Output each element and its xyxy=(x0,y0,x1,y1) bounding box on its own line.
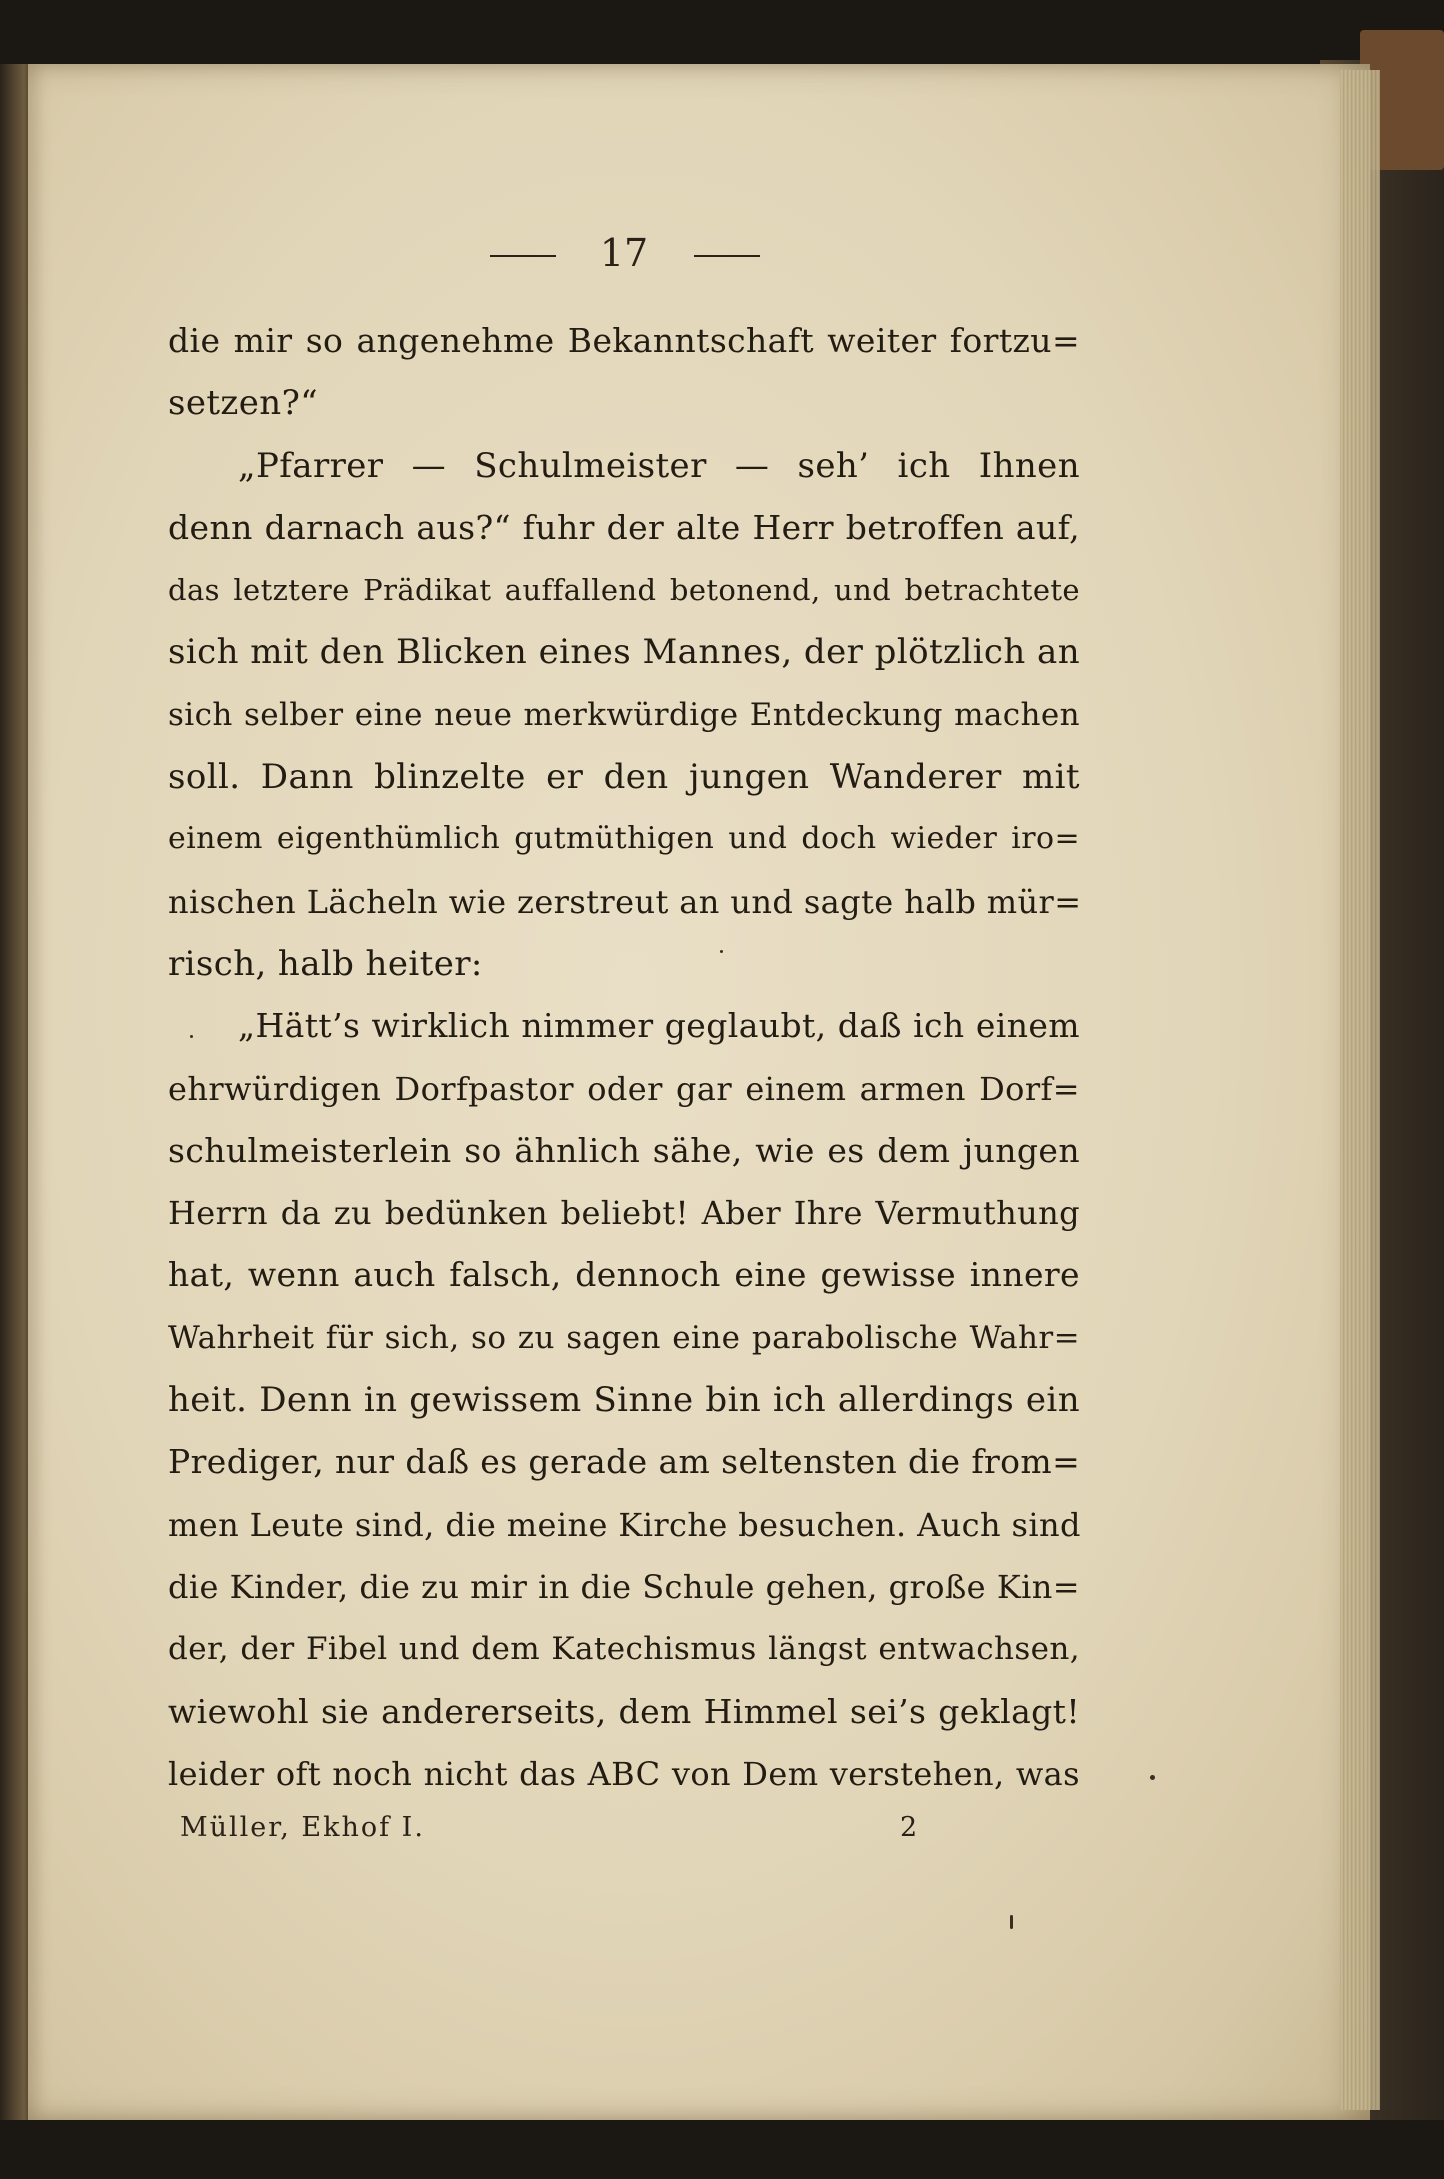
header-dash-left xyxy=(490,255,556,257)
paper-speck xyxy=(1150,1775,1155,1780)
page-number: 17 xyxy=(599,231,649,275)
text-line: das letztere Prädikat auffallend betonend, und betrachtete xyxy=(168,573,1080,608)
text-line: leider oft noch nicht das ABC von Dem verstehen, was xyxy=(168,1754,1080,1793)
text-line: sich mit den Blicken eines Mannes, der plötzlich an xyxy=(168,632,1080,673)
text-line: Wahrheit für sich, so zu sagen eine parabolische Wahr= xyxy=(168,1319,1080,1356)
text-line: die mir so angenehme Bekanntschaft weiter fortzu= xyxy=(168,321,1080,360)
text-line: einem eigenthümlich gutmüthigen und doch wieder iro= xyxy=(168,821,1080,857)
page-header xyxy=(490,228,760,278)
text-line: die Kinder, die zu mir in die Schule gehen, große Kin= xyxy=(168,1567,1080,1606)
text-line: „Pfarrer — Schulmeister — seh’ ich Ihnen xyxy=(238,445,1080,486)
signature-line xyxy=(180,1806,940,1850)
text-line: ehrwürdigen Dorfpastor oder gar einem armen Dorf= xyxy=(168,1069,1080,1108)
signature-author: Müller, Ekhof I. xyxy=(180,1812,425,1843)
paper-speck xyxy=(1010,1915,1013,1929)
body-text xyxy=(168,310,1080,1805)
text-line: risch, halb heiter: xyxy=(168,943,483,984)
page-edge xyxy=(1340,70,1380,2110)
text-line: soll. Dann blinzelte er den jungen Wanderer mit xyxy=(168,757,1080,798)
text-line: heit. Denn in gewissem Sinne bin ich allerdings ein xyxy=(168,1380,1080,1421)
header-dash-right xyxy=(694,255,760,257)
text-line: men Leute sind, die meine Kirche besuchen. Auch sind xyxy=(168,1505,1081,1544)
text-line: „Hätt’s wirklich nimmer geglaubt, daß ich einem xyxy=(238,1006,1080,1046)
text-line: hat, wenn auch falsch, dennoch eine gewisse innere xyxy=(168,1255,1080,1295)
text-line: der, der Fibel und dem Katechismus längst entwachsen, xyxy=(168,1631,1080,1668)
text-line: Herrn da zu bedünken beliebt! Aber Ihre Vermuthung xyxy=(168,1194,1080,1233)
text-line: sich selber eine neue merkwürdige Entdeckung machen xyxy=(168,696,1080,733)
text-line: nischen Lächeln wie zerstreut an und sagte halb mür= xyxy=(168,882,1082,921)
text-line: schulmeisterlein so ähnlich sähe, wie es dem jungen xyxy=(168,1130,1080,1170)
text-line: wiewohl sie andererseits, dem Himmel sei’s geklagt! xyxy=(168,1691,1080,1731)
signature-number: 2 xyxy=(900,1812,918,1843)
text-line: Prediger, nur daß es gerade am seltensten die from= xyxy=(168,1442,1081,1482)
paper-speck xyxy=(190,1035,193,1038)
paper-speck xyxy=(720,950,723,953)
text-line: denn darnach aus?“ fuhr der alte Herr betroffen auf, xyxy=(168,507,1080,547)
text-line: setzen?“ xyxy=(168,383,318,424)
